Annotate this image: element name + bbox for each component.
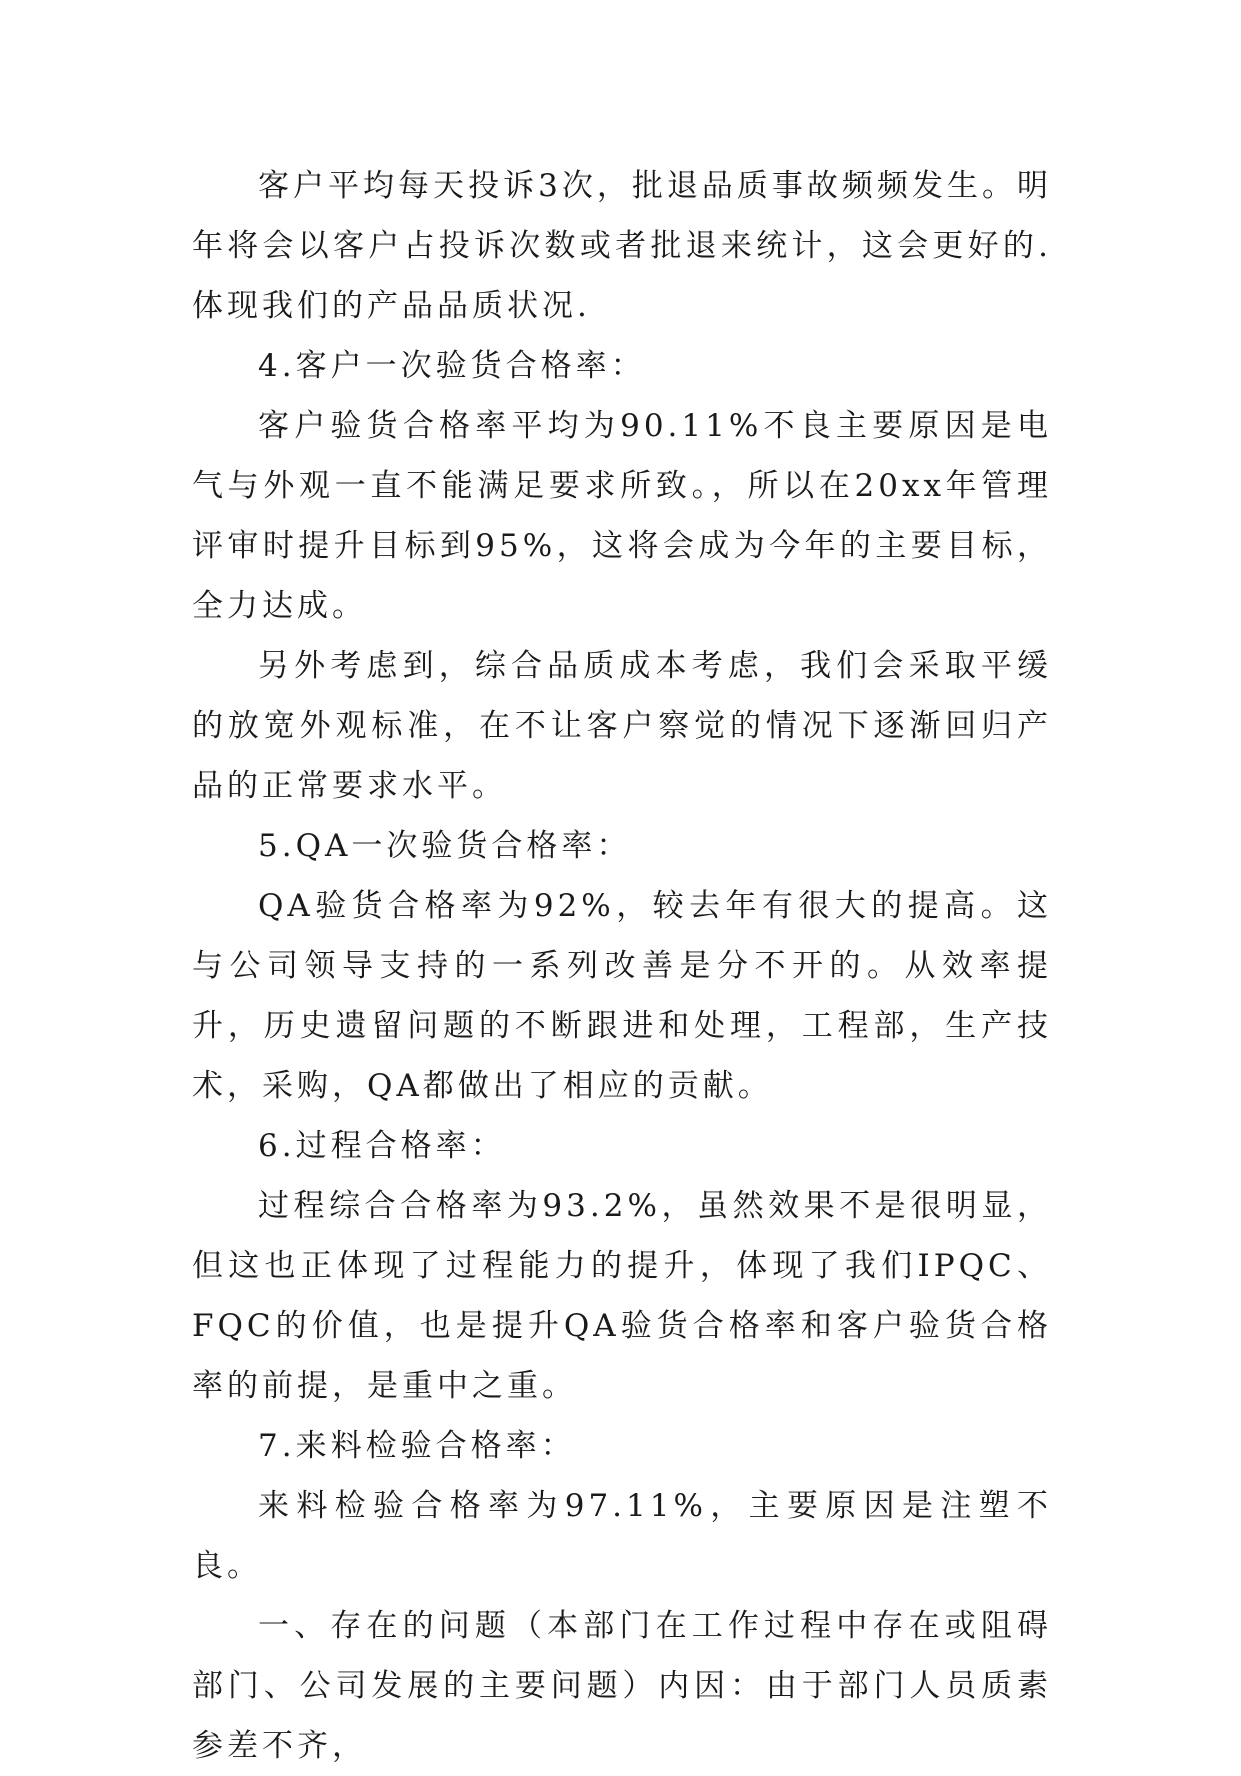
paragraph-existing-problems: 一、存在的问题（本部门在工作过程中存在或阻碍部门、公司发展的主要问题）内因：由于部门人员质素参差不齐， <box>192 1608 1052 1764</box>
heading-process-pass-rate: 6.过程合格率： <box>258 1128 506 1164</box>
paragraph-complaints: 客户平均每天投诉3次，批退品质事故频频发生。明年将会以客户占投诉次数或者批退来统计，这会更好的.体现我们的产品品质状况. <box>192 168 1052 324</box>
paragraph-process-pass-rate: 过程综合合格率为93.2%，虽然效果不是很明显，但这也正体现了过程能力的提升，体现了我们IPQC、FQC的价值，也是提升QA验货合格率和客户验货合格率的前提，是重中之重。 <box>192 1188 1052 1404</box>
paragraph-incoming-inspection: 来料检验合格率为97.11%，主要原因是注塑不良。 <box>192 1488 1052 1584</box>
heading-customer-pass-rate: 4.客户一次验货合格率： <box>258 348 646 384</box>
paragraph-customer-pass-rate: 客户验货合格率平均为90.11%不良主要原因是电气与外观一直不能满足要求所致。，所以在20xx年管理评审时提升目标到95%，这将会成为今年的主要目标，全力达成。 <box>192 408 1052 624</box>
paragraph-appearance-standard: 另外考虑到，综合品质成本考虑，我们会采取平缓的放宽外观标准，在不让客户察觉的情况下逐渐回归产品的正常要求水平。 <box>192 648 1052 804</box>
paragraph-qa-pass-rate: QA验货合格率为92%，较去年有很大的提高。这与公司领导支持的一系列改善是分不开的。从效率提升，历史遗留问题的不断跟进和处理，工程部，生产技术，采购，QA都做出了相应的贡献。 <box>192 888 1052 1104</box>
heading-qa-pass-rate: 5.QA一次验货合格率： <box>258 828 632 864</box>
document-body <box>192 156 1052 1776</box>
heading-incoming-inspection: 7.来料检验合格率： <box>258 1428 576 1464</box>
